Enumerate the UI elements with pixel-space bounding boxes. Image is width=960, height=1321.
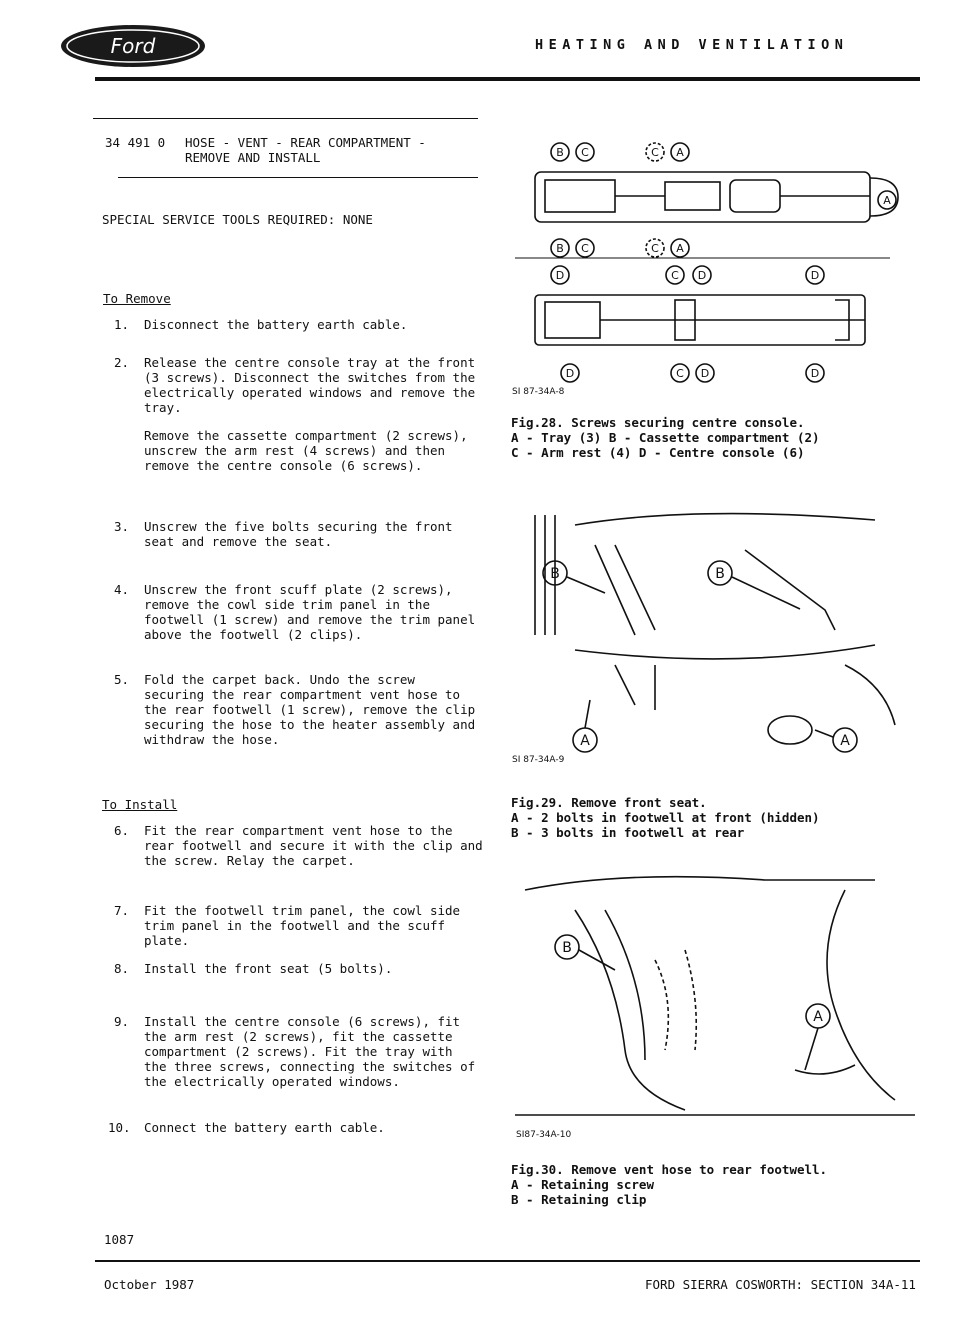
figure-30-caption: Fig.30. Remove vent hose to rear footwell. A - Retaining screw B - Retaining clip — [511, 1162, 828, 1207]
svg-text:B: B — [562, 940, 572, 956]
step-number: 2. — [114, 355, 130, 370]
step-2 — [114, 355, 488, 415]
step-5 — [114, 672, 488, 747]
install-heading: To Install — [102, 797, 178, 812]
svg-text:D: D — [700, 367, 710, 380]
logo-text: Ford — [110, 34, 156, 58]
svg-text:C: C — [651, 146, 659, 159]
svg-text:B: B — [715, 566, 725, 582]
step-4 — [114, 582, 488, 642]
svg-text:D: D — [810, 367, 820, 380]
svg-text:D: D — [555, 269, 565, 282]
svg-text:C: C — [671, 269, 679, 282]
figure-29-illustration — [515, 505, 915, 760]
svg-text:B: B — [556, 242, 564, 255]
figure-29-ref: SI 87-34A-9 — [512, 755, 565, 765]
step-6 — [114, 823, 488, 868]
figure-28-caption: Fig.28. Screws securing centre console. A - Tray (3) B - Cassette compartment (2) C - Arm rest (4) D - Centre console (6) — [511, 415, 820, 460]
svg-text:A: A — [840, 733, 850, 749]
header-rule — [95, 77, 920, 81]
step-8 — [114, 961, 488, 976]
figure-30-ref: SI87-34A-10 — [516, 1130, 572, 1140]
step-text: Connect the battery earth cable. — [144, 1120, 385, 1135]
step-text: Release the centre console tray at the front (3 screws). Disconnect the switches from the electrically operated windows and remove the tray. — [144, 355, 476, 415]
step-text: Unscrew the front scuff plate (2 screws), remove the cowl side trim panel in the footwell (1 screw) and remove the trim panel above the footwell (2 clips). — [144, 582, 476, 642]
footer-rule — [95, 1260, 920, 1262]
ford-logo — [58, 22, 208, 70]
footer-date: October 1987 — [104, 1277, 195, 1292]
svg-text:C: C — [581, 242, 589, 255]
step-text: Unscrew the five bolts securing the front seat and remove the seat. — [144, 519, 453, 549]
step-number: 5. — [114, 672, 130, 687]
step-number: 9. — [114, 1014, 130, 1029]
svg-text:D: D — [565, 367, 575, 380]
svg-text:B: B — [550, 566, 560, 582]
special-tools: SPECIAL SERVICE TOOLS REQUIRED: NONE — [102, 212, 373, 227]
step-3 — [114, 519, 488, 549]
step-number: 7. — [114, 903, 130, 918]
svg-text:D: D — [697, 269, 707, 282]
svg-text:C: C — [651, 242, 659, 255]
svg-text:A: A — [676, 146, 684, 159]
procedure-title: HOSE - VENT - REAR COMPARTMENT - REMOVE AND INSTALL — [185, 135, 426, 165]
step-text: Fit the rear compartment vent hose to the rear footwell and secure it with the clip and the screw. Relay the carpet. — [144, 823, 483, 868]
page-code: 1087 — [104, 1232, 135, 1247]
step-number: 10. — [108, 1120, 131, 1135]
step-1 — [114, 317, 488, 332]
step-number: 6. — [114, 823, 130, 838]
step-text: Fold the carpet back. Undo the screw securing the rear compartment vent hose to the rear footwell (1 screw), remove the clip securing the hose to the heater assembly and withdraw the hose. — [144, 672, 476, 747]
procedure-number: 34 491 0 — [105, 135, 166, 150]
step-7 — [114, 903, 488, 948]
figure-28-ref: SI 87-34A-8 — [512, 387, 565, 397]
svg-text:A: A — [580, 733, 590, 749]
step-text: Install the centre console (6 screws), fit the arm rest (2 screws), fit the cassette compartment (2 screws). Fit the tray with the three screws, connecting the switches of the electrically operated windows. — [144, 1014, 476, 1089]
figure-30-illustration — [515, 870, 915, 1135]
step-number: 8. — [114, 961, 130, 976]
svg-text:C: C — [676, 367, 684, 380]
step-number: 1. — [114, 317, 130, 332]
title-rule-bottom — [118, 177, 478, 178]
footer-section: FORD SIERRA COSWORTH: SECTION 34A-11 — [645, 1277, 916, 1292]
svg-text:A: A — [883, 194, 891, 207]
step-text: Fit the footwell trim panel, the cowl side trim panel in the footwell and the scuff plate. — [144, 903, 461, 948]
svg-text:B: B — [556, 146, 564, 159]
figure-29-caption: Fig.29. Remove front seat. A - 2 bolts in footwell at front (hidden) B - 3 bolts in footwell at rear — [511, 795, 820, 840]
step-10 — [108, 1120, 482, 1135]
svg-text:A: A — [676, 242, 684, 255]
step-9 — [114, 1014, 488, 1089]
svg-text:D: D — [810, 269, 820, 282]
step-number: 3. — [114, 519, 130, 534]
svg-text:A: A — [813, 1009, 823, 1025]
step-text: Install the front seat (5 bolts). — [144, 961, 393, 976]
section-title: HEATING AND VENTILATION — [535, 37, 849, 53]
figure-28-illustration — [515, 130, 915, 400]
svg-text:C: C — [581, 146, 589, 159]
step-text: Disconnect the battery earth cable. — [144, 317, 408, 332]
remove-heading: To Remove — [103, 291, 171, 306]
step-number: 4. — [114, 582, 130, 597]
title-rule-top — [93, 118, 478, 119]
step-2-extra: Remove the cassette compartment (2 screws), unscrew the arm rest (4 screws) and then remove the centre console (6 screws). — [144, 428, 468, 473]
